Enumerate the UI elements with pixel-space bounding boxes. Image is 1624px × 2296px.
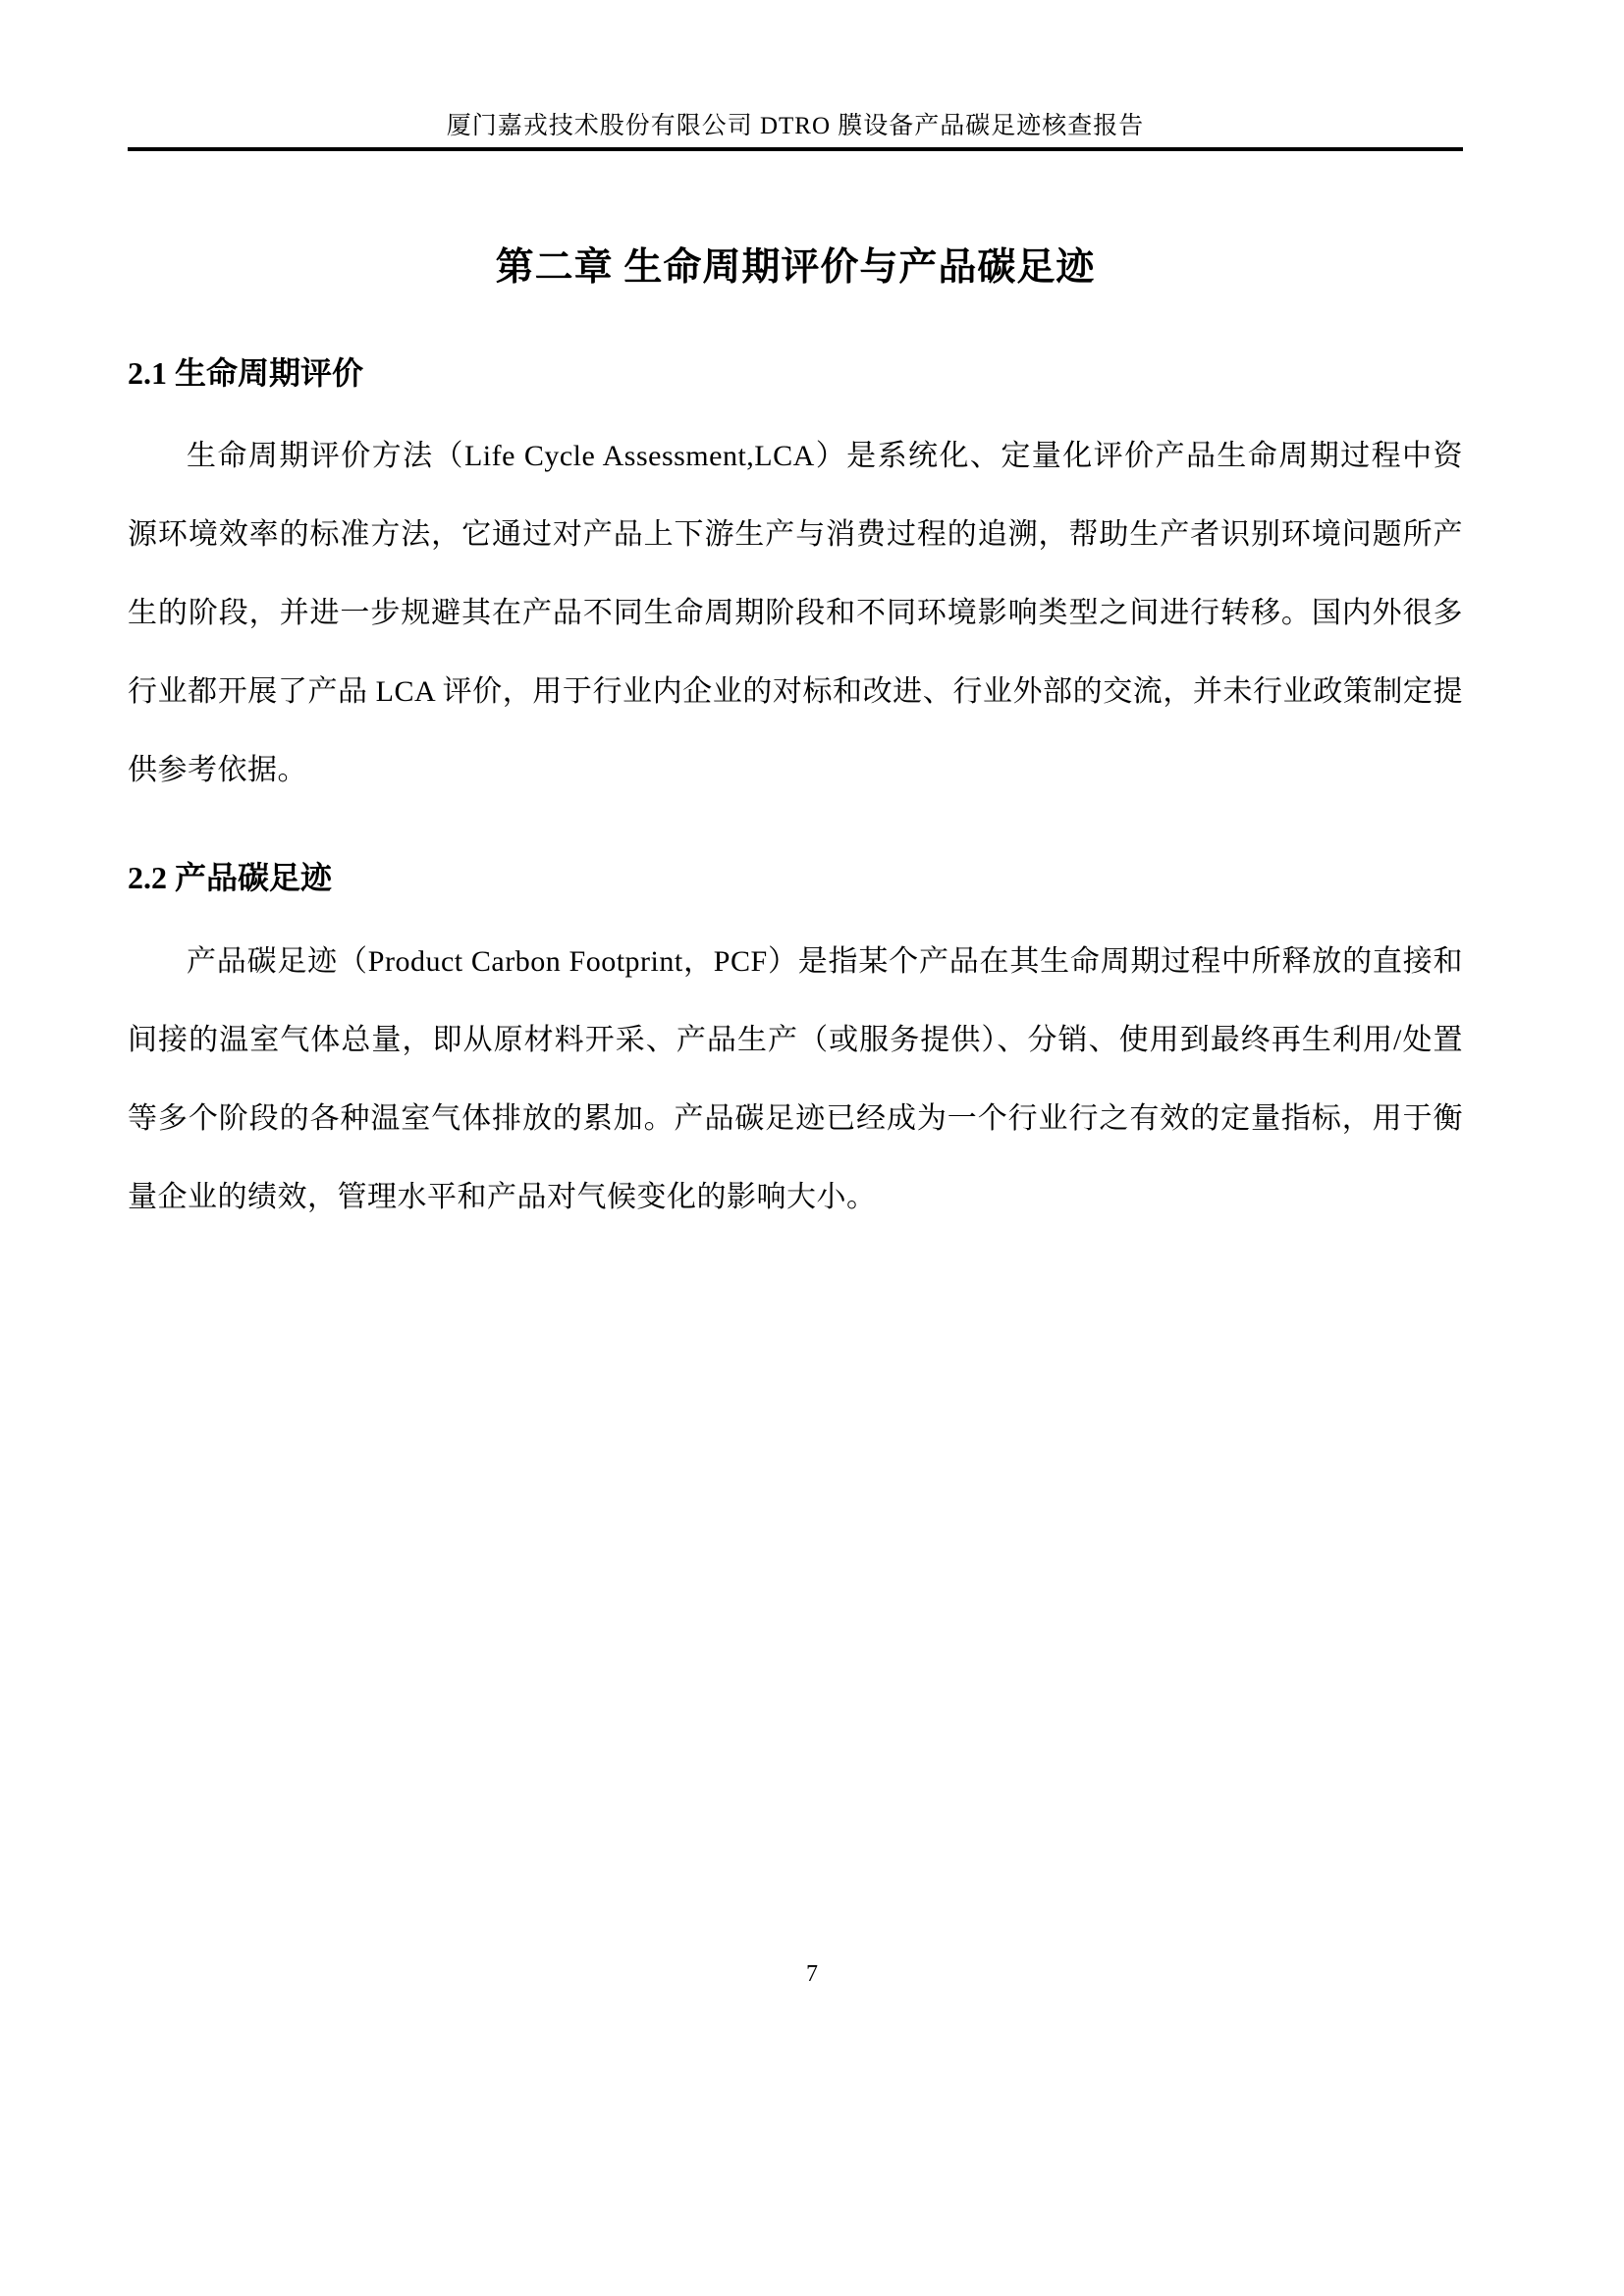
section-heading-2-2: 2.2 产品碳足迹 [128,860,333,896]
section-2-2 [128,859,1463,1236]
header-rule [128,147,1463,151]
page-header [128,106,1463,151]
header-title: 厦门嘉戎技术股份有限公司 DTRO 膜设备产品碳足迹核查报告 [446,113,1145,139]
page-number: 7 [806,1961,818,1987]
section-2-2-paragraph: 产品碳足迹（Product Carbon Footprint，PCF）是指某个产品在其生命周期过程中所释放的直接和间接的温室气体总量，即从原材料开采、产品生产（或服务提供）、分销、使用到最终再生利用/处置等多个阶段的各种温室气体排放的累加。产品碳足迹已经成为一个行业行之有效的定量指标，用于衡量企业的绩效，管理水平和产品对气候变化的影响大小。 [128,944,1463,1213]
section-2-1-paragraph: 生命周期评价方法（Life Cycle Assessment,LCA）是系统化、定量化评价产品生命周期过程中资源环境效率的标准方法，它通过对产品上下游生产与消费过程的追溯，帮助生产者识别环境问题所产生的阶段，并进一步规避其在产品不同生命周期阶段和不同环境影响类型之间进行转移。国内外很多行业都开展了产品 LCA 评价，用于行业内企业的对标和改进、行业外部的交流，并未行业政策制定提供参考依据。 [128,440,1463,787]
section-2-1 [128,354,1463,810]
section-heading-2-1: 2.1 生命周期评价 [128,354,364,391]
chapter-title: 第二章 生命周期评价与产品碳足迹 [495,246,1096,289]
page-footer [0,1961,1624,1988]
